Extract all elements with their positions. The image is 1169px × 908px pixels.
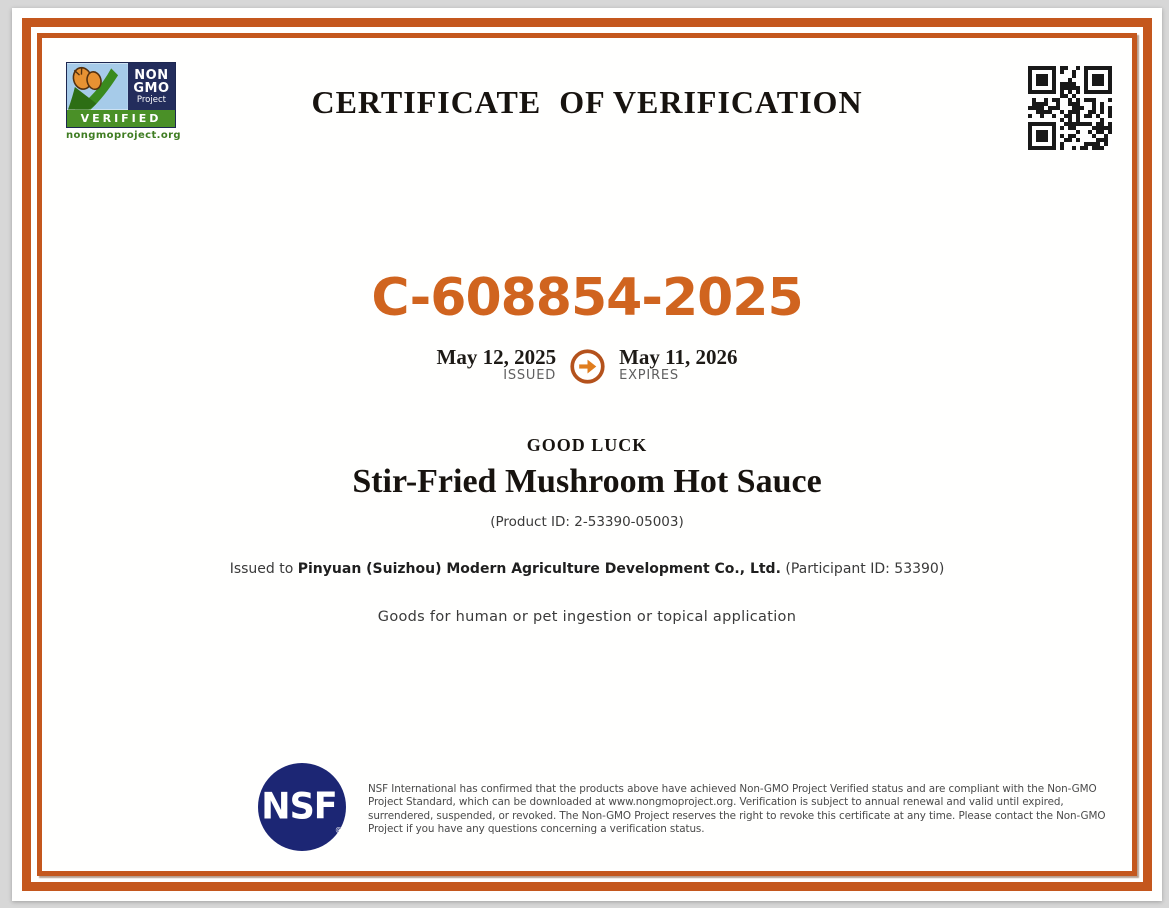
expires-date-block — [619, 346, 737, 384]
registered-trademark-icon: ® — [334, 826, 343, 835]
validity-dates — [12, 346, 1162, 389]
issued-label: ISSUED — [503, 368, 557, 384]
certificate-sheet — [12, 8, 1162, 901]
issued-date-block — [437, 346, 557, 384]
certificate-title: CERTIFICATE OF VERIFICATION — [311, 84, 863, 120]
non-gmo-word-gmo: GMO — [133, 80, 170, 96]
nsf-logo-text: NSF — [261, 786, 337, 828]
goods-statement: Goods for human or pet ingestion or topical application — [377, 609, 797, 625]
product-name: Stir-Fried Mushroom Hot Sauce — [352, 463, 822, 500]
disclaimer-text: NSF International has confirmed that the products above have achieved Non-GMO Project Verified status and are compliant with the Non-GMO Project Standard, which can be downloaded at www.nongmoproject.org. Verification is subject to annual renewal and valid until expired, surrendered, suspended, or revoked. The Non-GMO Project reserves the right to revoke this certificate at any time. Please contact the Non-GMO Project if you have any questions concerning a verification status. — [368, 783, 1106, 836]
brand-name: GOOD LUCK — [526, 435, 648, 455]
non-gmo-word-non: NON — [134, 67, 169, 83]
expires-date: May 11, 2026 — [619, 345, 738, 369]
issued-to-prefix: Issued to — [229, 561, 298, 577]
nsf-logo — [258, 763, 346, 851]
verified-banner: VERIFIED — [67, 110, 175, 127]
certificate-content — [12, 8, 1162, 901]
non-gmo-org-url: nongmoproject.org — [66, 130, 181, 141]
company-name: Pinyuan (Suizhou) Modern Agriculture Development Co., Ltd. — [297, 561, 781, 577]
product-id: (Product ID: 2-53390-05003) — [490, 514, 684, 530]
issued-date: May 12, 2025 — [436, 345, 557, 369]
qr-code — [1028, 66, 1112, 150]
expires-label: EXPIRES — [619, 368, 679, 384]
participant-id: (Participant ID: 53390) — [780, 561, 945, 577]
certificate-number: C-608854-2025 — [371, 268, 803, 328]
arrow-right-icon — [569, 348, 606, 389]
issued-to-line — [12, 561, 1162, 577]
non-gmo-word-project: Project — [136, 94, 166, 105]
